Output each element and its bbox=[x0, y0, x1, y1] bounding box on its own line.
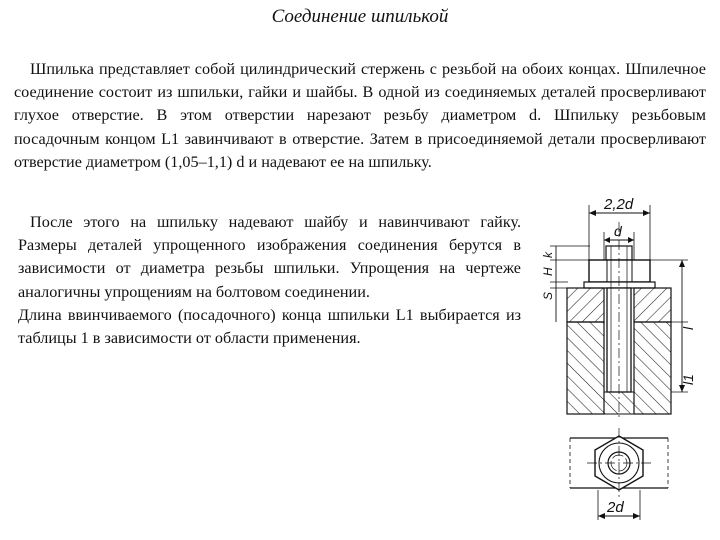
dim-d-label: d bbox=[614, 223, 622, 239]
dim-l-label: l bbox=[680, 326, 696, 330]
dimension-2d bbox=[598, 490, 640, 520]
upper-plate-left bbox=[567, 288, 604, 322]
stud-connection-drawing bbox=[530, 195, 716, 535]
detail-paragraph-line-1: После этого на шпильку надевают шайбу и навинчивают гайку. Размеры деталей упрощенного изображения соединения берутся в зависимости от диаметра резьбы шпильки. Упрощения на чертеже аналогичны упрощениям на болтовом соединении. bbox=[18, 213, 521, 301]
dim-h-label: H bbox=[541, 267, 555, 276]
detail-paragraph-line-2: Длина ввинчиваемого (посадочного) конца шпильки L1 выбирается из таблицы 1 в зависимости от области применения. bbox=[18, 305, 521, 348]
top-view bbox=[570, 428, 668, 498]
dim-bottom-label: 2d bbox=[607, 499, 624, 516]
page-title: Соединение шпилькой bbox=[271, 6, 449, 27]
washer bbox=[584, 282, 655, 288]
intro-paragraph: Шпилька представляет собой цилиндрический стержень с резьбой на обоих концах. Шпилечное соединение состоит из шпильки, гайки и шайбы. В одной из соединяемых деталей просверливают глухое отверстие. В этом отверстии нарезают резьбу диаметром d. Шпильку резьбовым посадочным концом L1 завинчивают в отверстие. Затем в присоединяемой детали просверливают отверстие диаметром (1,05–1,1) d и надевают ее на шпильку. bbox=[14, 60, 706, 171]
dim-k-label: k bbox=[541, 252, 555, 258]
nut bbox=[589, 260, 650, 282]
dim-s-label: S bbox=[541, 291, 555, 300]
dim-top-label: 2,2d bbox=[604, 196, 634, 213]
detail-paragraph bbox=[18, 211, 521, 350]
lower-plate-left bbox=[567, 322, 604, 414]
dim-l1-label: l1 bbox=[680, 374, 696, 385]
upper-plate-right bbox=[634, 288, 671, 322]
lower-plate-right bbox=[634, 322, 671, 414]
dimension-l1 bbox=[671, 322, 696, 392]
